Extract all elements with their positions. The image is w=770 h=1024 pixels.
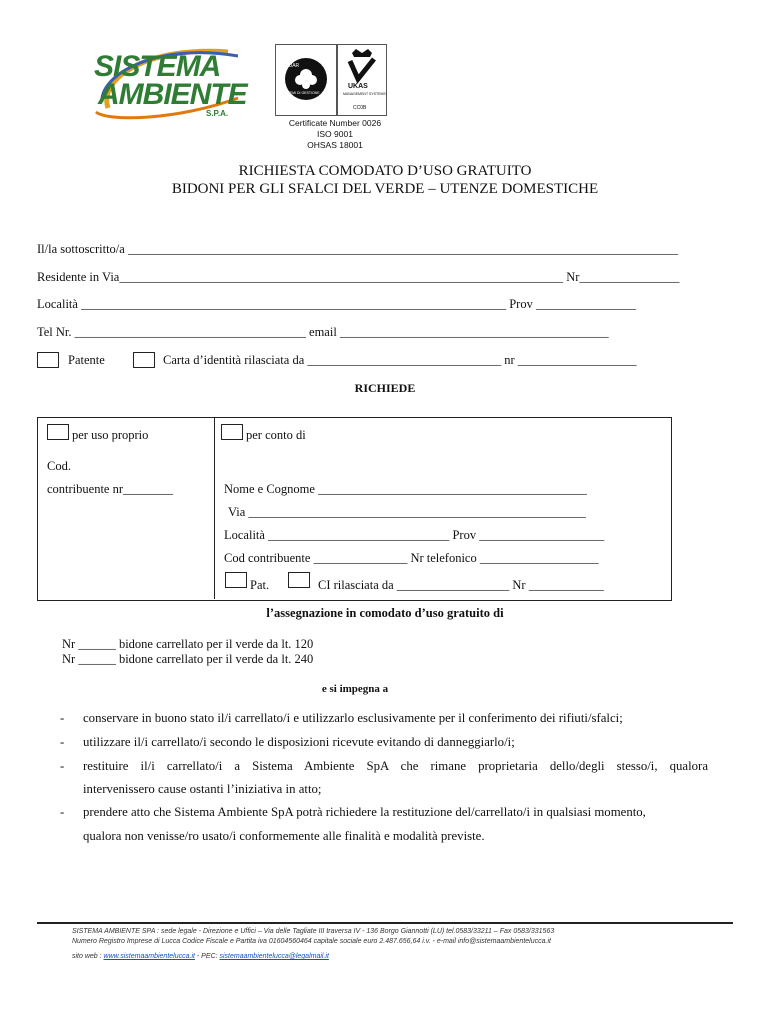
company-logo xyxy=(88,38,248,120)
pat-checkbox[interactable] xyxy=(225,572,247,588)
website-link[interactable]: www.sistemaambientelucca.it xyxy=(103,953,195,960)
field-residente[interactable]: Residente in Via_______________________________________________________________________ Nr________________ xyxy=(37,270,680,284)
cert-badge-ukas xyxy=(337,44,387,116)
bullet-dash: - xyxy=(60,805,65,819)
flower-badge-icon xyxy=(276,45,336,115)
footer-rule xyxy=(37,922,733,924)
bullet-text: restituire il/i carrellato/i a Sistema Ambiente SpA che rimane proprietaria dello/degli stesso/i, qualora xyxy=(83,759,708,773)
title-line1: RICHIESTA COMODATO D’USO GRATUITO xyxy=(238,163,532,179)
bullet-text: prendere atto che Sistema Ambiente SpA potrà richiedere la restituzione del/carrellato/i in qualsiasi momento, xyxy=(83,805,646,819)
field-bidone-240[interactable]: Nr ______ bidone carrellato per il verde da lt. 240 xyxy=(62,652,314,666)
field-cod-contribuente[interactable]: Cod contribuente _______________ Nr telefonico ___________________ xyxy=(224,551,599,565)
cert-number: Certificate Number 0026 xyxy=(288,118,382,128)
cert-badge-right: UKAS xyxy=(348,83,368,90)
carta-checkbox[interactable] xyxy=(133,352,155,368)
footer-line2: Numero Registro Imprese di Lucca Codice Fiscale e Partita iva 01604560464 capitale sociale euro 2.487.656,64 i.v. - e-mail info@sistemaambientelucca.it xyxy=(72,938,551,945)
field-bidone-120[interactable]: Nr ______ bidone carrellato per il verde da lt. 120 xyxy=(62,637,314,651)
field-box-localita[interactable]: Località _____________________________ Prov ____________________ xyxy=(224,528,605,542)
bullet-dash: - xyxy=(60,735,65,749)
cert-iso: ISO 9001 xyxy=(317,129,353,139)
footer-web-prefix: sito web : xyxy=(72,953,104,960)
bullet-text: conservare in buono stato il/i carrellato/i e utilizzarlo esclusivamente per il conferimento dei rifiuti/sfalci; xyxy=(83,711,623,725)
logo-line2: AMBIENTE xyxy=(98,78,247,111)
patente-label: Patente xyxy=(68,353,105,367)
impegna-heading: e si impegna a xyxy=(321,683,389,695)
cert-ohsas: OHSAS 18001 xyxy=(307,140,363,150)
richiede-heading: RICHIEDE xyxy=(354,381,416,395)
ci-checkbox[interactable] xyxy=(288,572,310,588)
footer-line3 xyxy=(72,953,329,960)
cert-badge-right-sub: MANAGEMENT SYSTEMS xyxy=(343,92,386,96)
pec-link[interactable]: sistemaambientelucca@legalmail.it xyxy=(219,953,329,960)
uso-proprio-checkbox[interactable] xyxy=(47,424,69,440)
pat-label: Pat. xyxy=(250,578,270,592)
field-sottoscritto[interactable]: Il/la sottoscritto/a ________________________________________________________________________________________ xyxy=(37,242,678,256)
title-line2: BIDONI PER GLI SFALCI DEL VERDE – UTENZE DOMESTICHE xyxy=(171,181,599,197)
cert-badge-isquar xyxy=(275,44,337,116)
logo-spa: S.P.A. xyxy=(206,109,229,118)
assegnazione-heading: l’assegnazione in comodato d’uso gratuito di xyxy=(266,606,504,620)
logo-line1: SISTEMA xyxy=(94,50,221,83)
footer-pec-prefix: - PEC: xyxy=(194,953,220,960)
field-ci[interactable]: CI rilasciata da __________________ Nr ____________ xyxy=(318,578,604,592)
request-box-divider xyxy=(214,417,215,599)
field-tel-email[interactable]: Tel Nr. _____________________________________ email ___________________________________________ xyxy=(37,325,609,339)
field-nome-cognome[interactable]: Nome e Cognome ___________________________________________ xyxy=(224,482,587,496)
field-via[interactable]: Via ______________________________________________________ xyxy=(228,505,586,519)
conto-di-label: per conto di xyxy=(246,428,306,442)
uso-proprio-label: per uso proprio xyxy=(72,428,149,442)
cert-badge-left-top: ISQUAR xyxy=(280,63,300,69)
bullet-text: utilizzare il/i carrellato/i secondo le disposizioni ricevute evitando di danneggiarlo/i; xyxy=(83,735,515,749)
patente-checkbox[interactable] xyxy=(37,352,59,368)
bullet-text: intervenissero cause ostanti l’iniziativa in atto; xyxy=(83,782,322,796)
field-carta[interactable]: Carta d’identità rilasciata da _______________________________ nr ___________________ xyxy=(163,353,637,367)
cert-badge-left-bottom: SISTEMI DI GESTIONE xyxy=(282,91,320,95)
bullet-dash: - xyxy=(60,711,65,725)
bullet-text: qualora non venisse/ro usato/i conformemente alle finalità e modalità previste. xyxy=(83,829,485,843)
bullet-dash: - xyxy=(60,759,65,773)
cod-label: Cod. xyxy=(47,459,71,473)
field-localita[interactable]: Località ____________________________________________________________________ Prov ________________ xyxy=(37,297,636,311)
crown-check-icon xyxy=(338,45,386,85)
conto-di-checkbox[interactable] xyxy=(221,424,243,440)
cert-badge-right-code: CC0B xyxy=(353,105,367,111)
field-contribuente[interactable]: contribuente nr________ xyxy=(47,482,174,496)
footer-line1: SISTEMA AMBIENTE SPA : sede legale - Direzione e Uffici – Via delle Tagliate III traversa IV - 136 Borgo Giannotti (LU) tel.0583/33211 – Fax 0583/331563 xyxy=(72,928,555,935)
